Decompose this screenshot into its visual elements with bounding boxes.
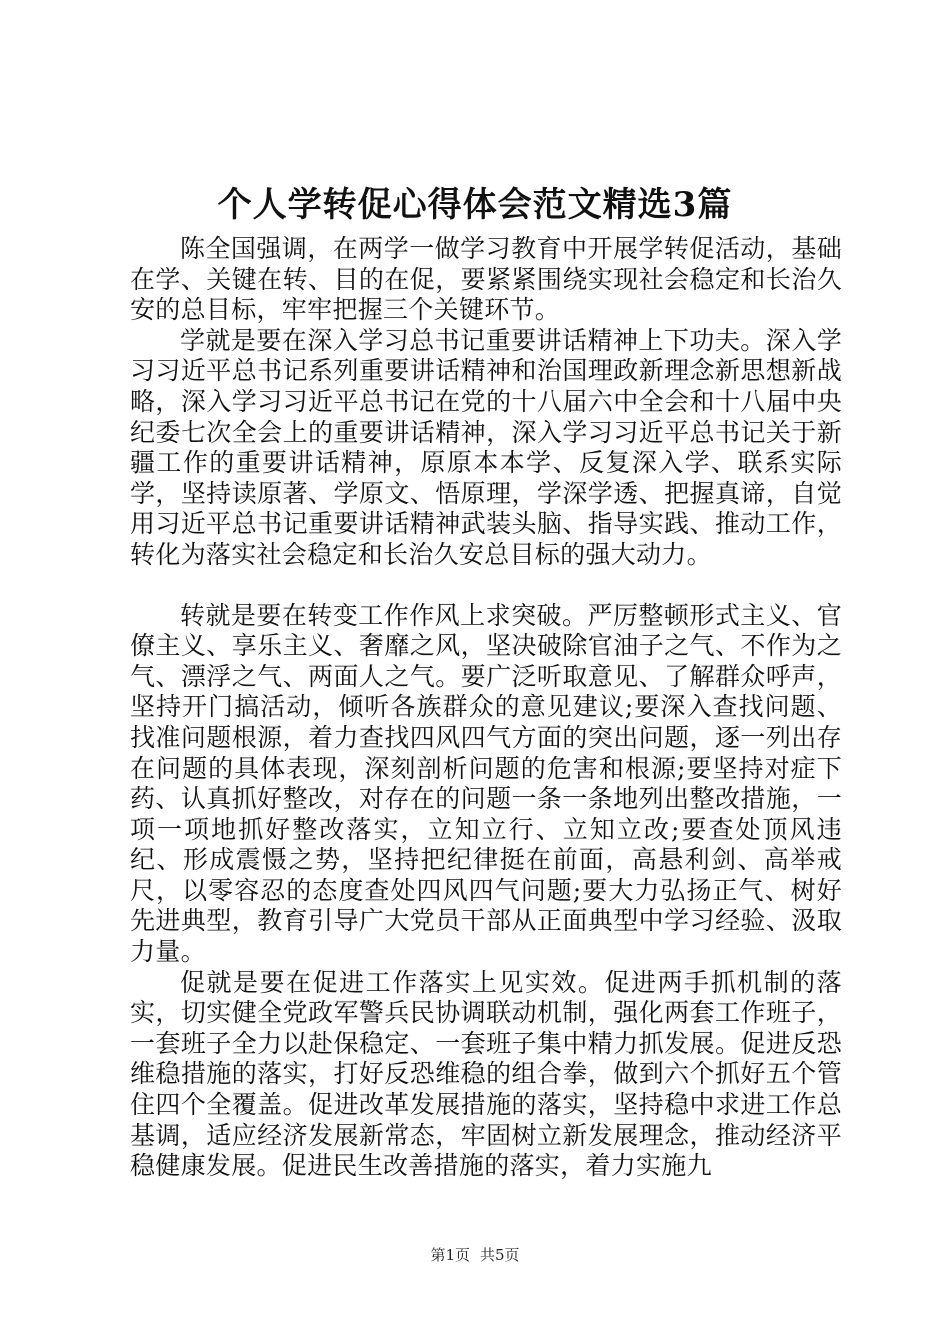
page-footer	[0, 1245, 950, 1265]
document-body	[130, 234, 842, 1182]
paragraph-intro: 陈全国强调，在两学一做学习教育中开展学转促活动，基础在学、关键在转、目的在促，要紧紧围绕实现社会稳定和长治久安的总目标，牢牢把握三个关键环节。	[130, 234, 842, 325]
paragraph-promote: 促就是要在促进工作落实上见实效。促进两手抓机制的落实，切实健全党政军警兵民协调联动机制，强化两套工作班子，一套班子全力以赴保稳定、一套班子集中精力抓发展。促进反恐维稳措施的落实，打好反恐维稳的组合拳，做到六个抓好五个管住四个全覆盖。促进改革发展措施的落实，坚持稳中求进工作总基调，适应经济发展新常态，牢固树立新发展理念，推动经济平稳健康发展。促进民生改善措施的落实，着力实施九	[130, 967, 842, 1181]
page-number: 第1页	[430, 1246, 470, 1264]
paragraph-transform: 转就是要在转变工作作风上求突破。严厉整顿形式主义、官僚主义、享乐主义、奢靡之风，坚决破除官油子之气、不作为之气、漂浮之气、两面人之气。要广泛听取意见、了解群众呼声，坚持开门搞活动，倾听各族群众的意见建议;要深入查找问题、找准问题根源，着力查找四风四气方面的突出问题，逐一列出存在问题的具体表现，深刻剖析问题的危害和根源;要坚持对症下药、认真抓好整改，对存在的问题一条一条地列出整改措施，一项一项地抓好整改落实，立知立行、立知立改;要查处顶风违纪、形成震慑之势，坚持把纪律挺在前面，高悬利剑、高举戒尺，以零容忍的态度查处四风四气问题;要大力弘扬正气、树好先进典型，教育引导广大党员干部从正面典型中学习经验、汲取力量。	[130, 600, 842, 967]
page-total: 共5页	[480, 1246, 520, 1264]
paragraph-study: 学就是要在深入学习总书记重要讲话精神上下功夫。深入学习习近平总书记系列重要讲话精神和治国理政新理念新思想新战略，深入学习习近平总书记在党的十八届六中全会和十八届中央纪委七次全会上的重要讲话精神，深入学习习近平总书记关于新疆工作的重要讲话精神，原原本本学、反复深入学、联系实际学，坚持读原著、学原文、悟原理，学深学透、把握真谛，自觉用习近平总书记重要讲话精神武装头脑、指导实践、推动工作，转化为落实社会稳定和长治久安总目标的强大动力。	[130, 325, 842, 569]
document-title: 个人学转促心得体会范文精选3篇	[217, 185, 733, 225]
